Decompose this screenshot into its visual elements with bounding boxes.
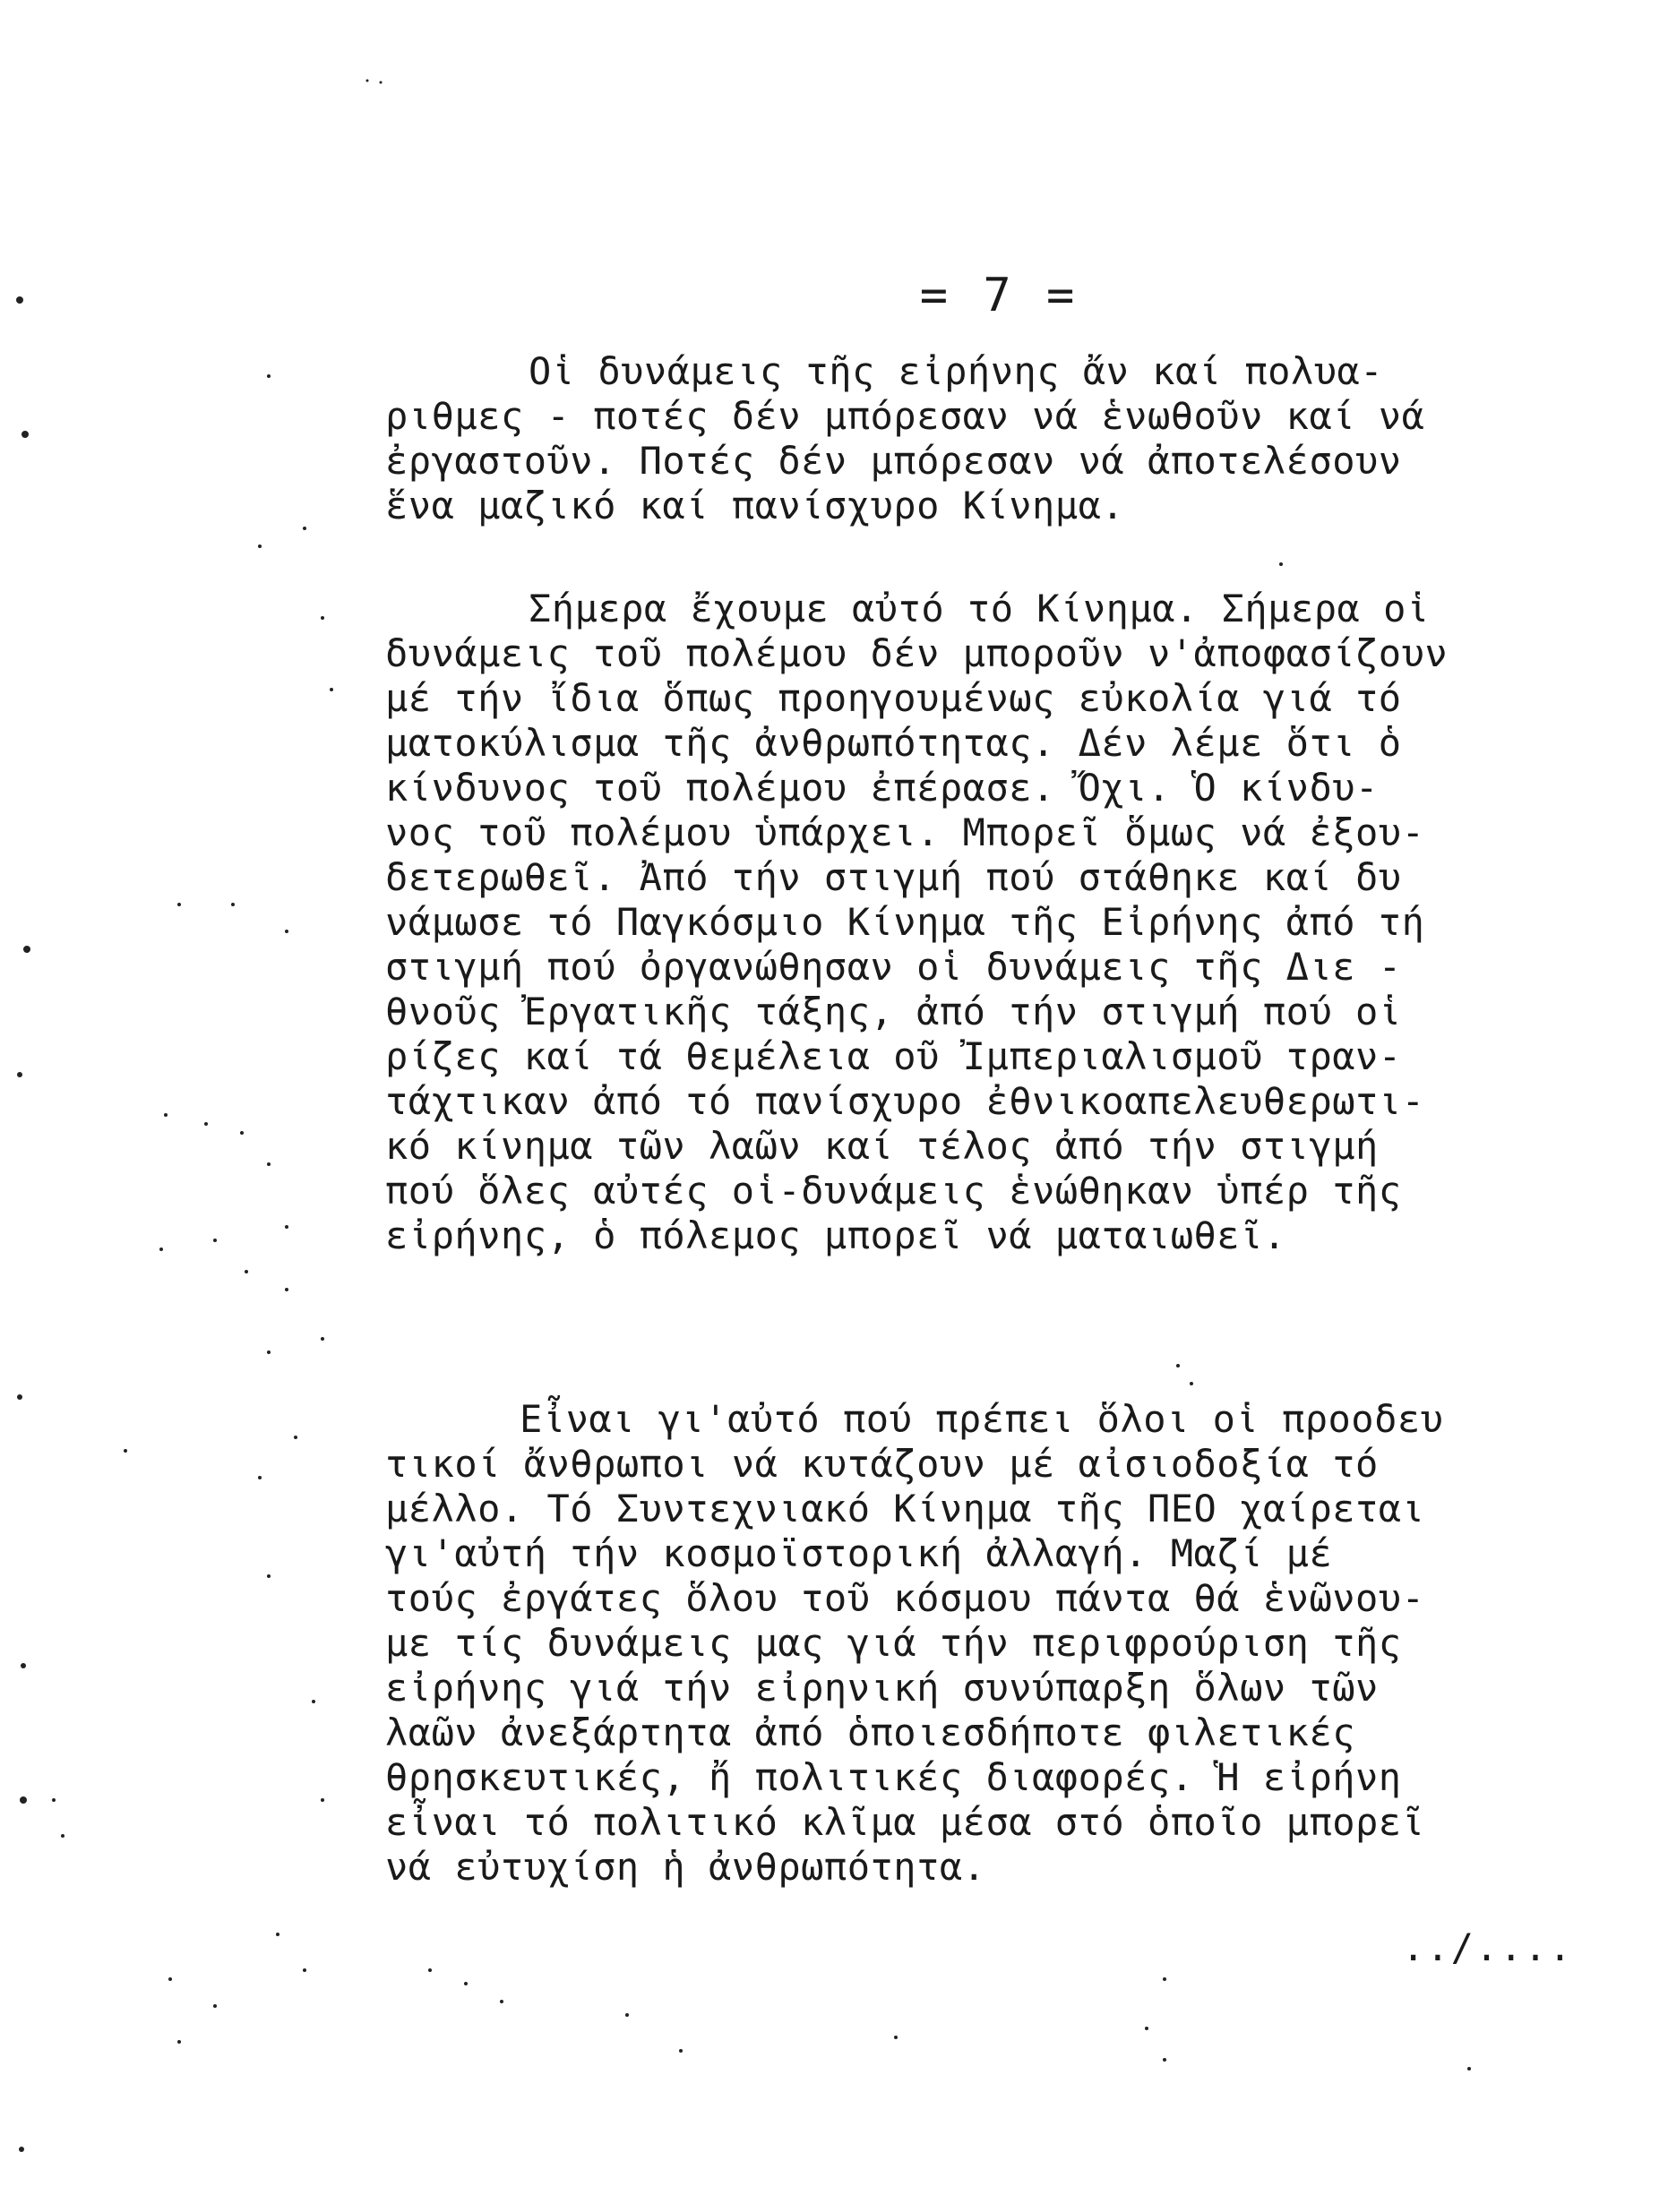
text-line: ἐργαστοῦν. Ποτές δέν μπόρεσαν νά ἀποτελέσουν [385,439,1402,483]
text-line: θρησκευτικές, ἤ πολιτικές διαφορές. Ἡ εἰρήνη [385,1755,1402,1799]
text-line: θνοῦς Ἐργατικῆς τάξης, ἀπό τήν στιγμή πού οἱ [385,990,1402,1033]
text-line: ρίζες καί τά θεμέλεια οῦ Ἰμπεριαλισμοῦ τραν- [385,1034,1402,1078]
text-line: κό κίνημα τῶν λαῶν καί τέλος ἀπό τήν στιγμή [385,1124,1379,1168]
text-line: ματοκύλισμα τῆς ἀνθρωπότητας. Δέν λέμε ὅτι ὁ [385,721,1402,765]
text-line: με τίς δυνάμεις μας γιά τήν περιφρούριση τῆς [385,1621,1402,1665]
text-line: τάχτικαν ἀπό τό πανίσχυρο ἐθνικοαπελευθερωτι- [385,1079,1425,1123]
text-line: δετερωθεῖ. Ἀπό τήν στιγμή πού στάθηκε καί δυ [385,855,1402,899]
text-line: κίνδυνος τοῦ πολέμου ἐπέρασε. Ὄχι. Ὁ κίνδυ- [385,766,1379,810]
text-line: νος τοῦ πολέμου ὑπάρχει. Μπορεῖ ὅμως νά ἐξου- [385,810,1425,854]
text-line: εἶναι τό πολιτικό κλῖμα μέσα στό ὁποῖο μπορεῖ [385,1800,1425,1844]
text-line: εἰρήνης, ὁ πόλεμος μπορεῖ νά ματαιωθεῖ. [385,1213,1286,1257]
page-number: = 7 = [919,269,1079,322]
text-line: τικοί ἄνθρωποι νά κυτάζουν μέ αἰσιοδοξία τό [385,1442,1379,1486]
text-line: στιγμή πού ὀργανώθησαν οἱ δυνάμεις τῆς Διε - [385,945,1402,989]
continuation-mark: ../.... [1402,1925,1574,1969]
text-line: ἕνα μαζικό καί πανίσχυρο Κίνημα. [385,484,1125,527]
text-line: εἰρήνης γιά τήν εἰρηνική συνύπαρξη ὅλων τῶν [385,1666,1379,1710]
text-line: μέ τήν ἴδια ὅπως προηγουμένως εὐκολία γιά τό [385,676,1402,720]
text-line: πού ὅλες αὐτές οἱ-δυνάμεις ἑνώθηκαν ὑπέρ τῆς [385,1169,1402,1213]
text-line: μέλλο. Τό Συντεχνιακό Κίνημα τῆς ΠΕΟ χαίρεται [385,1487,1425,1530]
text-line: λαῶν ἀνεξάρτητα ἀπό ὁποιεσδήποτε φιλετικές [385,1710,1356,1754]
text-line: νάμωσε τό Παγκόσμιο Κίνημα τῆς Εἰρήνης ἀπό τή [385,900,1425,944]
text-line: νά εὐτυχίση ἡ ἀνθρωπότητα. [385,1845,986,1889]
text-line: γι'αὐτή τήν κοσμοϊστορική ἀλλαγή. Μαζί μέ [385,1531,1333,1575]
text-line: Οἱ δυνάμεις τῆς εἰρήνης ἄν καί πολυα- [529,349,1384,393]
text-line: τούς ἐργάτες ὅλου τοῦ κόσμου πάντα θά ἑνῶνου- [385,1576,1425,1620]
text-line: δυνάμεις τοῦ πολέμου δέν μποροῦν ν'ἀποφασίζουν [385,631,1449,675]
text-line: ριθμες - ποτές δέν μπόρεσαν νά ἑνωθοῦν καί νά [385,394,1425,438]
text-line: Σήμερα ἔχουμε αὐτό τό Κίνημα. Σήμερα οἱ [529,587,1430,630]
text-line: Εἶναι γι'αὐτό πού πρέπει ὅλοι οἱ προοδευ [520,1397,1444,1441]
